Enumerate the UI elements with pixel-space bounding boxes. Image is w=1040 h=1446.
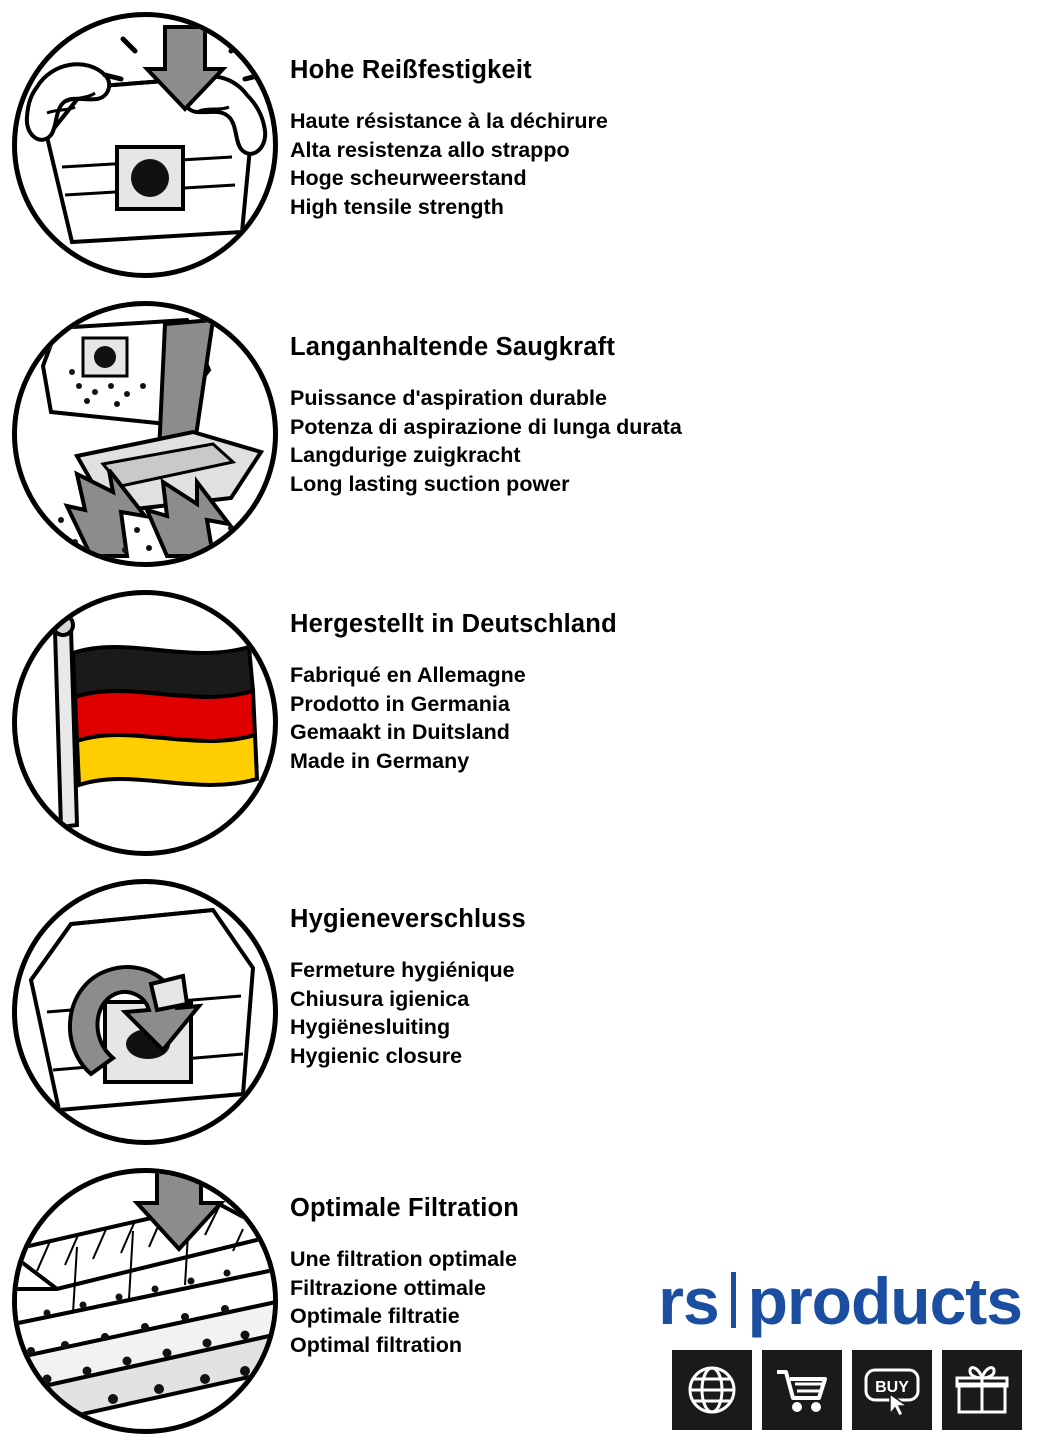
feature-subtitle: Potenza di aspirazione di lunga durata — [290, 414, 682, 439]
brand-divider — [731, 1272, 736, 1328]
feature-subtitle: Alta resistenza allo strappo — [290, 137, 570, 162]
feature-icon-wrap — [0, 578, 290, 867]
feature-text — [290, 1156, 519, 1359]
brand-name-second: products — [747, 1264, 1022, 1338]
feature-subtitle: Langdurige zuigkracht — [290, 443, 521, 468]
feature-row-suction-power — [0, 289, 1040, 578]
globe-icon[interactable] — [672, 1350, 752, 1430]
buy-button-icon[interactable] — [852, 1350, 932, 1430]
shopping-cart-icon[interactable] — [762, 1350, 842, 1430]
brand-name-first: rs — [658, 1264, 719, 1338]
feature-row-hygienic-closure — [0, 867, 1040, 1156]
feature-subtitles — [290, 384, 682, 498]
feature-icon-wrap — [0, 0, 290, 289]
feature-subtitle: Long lasting suction power — [290, 471, 570, 496]
feature-icon-wrap — [0, 1156, 290, 1445]
feature-subtitle: Gemaakt in Duitsland — [290, 720, 510, 745]
feature-subtitles — [290, 1245, 519, 1359]
feature-title: Optimale Filtration — [290, 1194, 520, 1222]
vacuum-nozzle-suction-icon — [12, 301, 278, 567]
feature-subtitle: Hygiënesluiting — [290, 1015, 451, 1040]
hands-tearing-bag-icon — [12, 12, 278, 278]
brand-icon-row — [632, 1350, 1022, 1430]
feature-subtitle: Prodotto in Germania — [290, 691, 510, 716]
feature-title: Hygieneverschluss — [290, 905, 526, 933]
feature-subtitle: Optimal filtration — [290, 1332, 462, 1357]
feature-title: Hergestellt in Deutschland — [290, 610, 617, 638]
feature-text — [290, 289, 682, 498]
feature-subtitle: Puissance d'aspiration durable — [290, 386, 607, 410]
feature-subtitle: Filtrazione ottimale — [290, 1275, 486, 1300]
feature-icon-wrap — [0, 289, 290, 578]
feature-subtitle: Chiusura igienica — [290, 986, 470, 1011]
feature-subtitle: Hoge scheurweerstand — [290, 166, 527, 191]
brand-block — [632, 1264, 1022, 1430]
feature-subtitle: High tensile strength — [290, 194, 504, 219]
feature-subtitle: Une filtration optimale — [290, 1247, 517, 1271]
feature-subtitle: Fabriqué en Allemagne — [290, 663, 526, 687]
feature-subtitles — [290, 107, 608, 221]
rotating-closure-flap-icon — [12, 879, 278, 1145]
feature-icon-wrap — [0, 867, 290, 1156]
feature-text — [290, 0, 608, 221]
feature-subtitles — [290, 956, 526, 1070]
feature-subtitle: Made in Germany — [290, 748, 470, 773]
feature-text — [290, 867, 526, 1070]
feature-row-tensile-strength — [0, 0, 1040, 289]
feature-title: Hohe Reißfestigkeit — [290, 56, 532, 84]
gift-box-icon[interactable] — [942, 1350, 1022, 1430]
feature-subtitle: Optimale filtratie — [290, 1304, 460, 1329]
feature-subtitle: Hygienic closure — [290, 1043, 463, 1068]
brand-logo — [632, 1264, 1022, 1338]
german-flag-icon — [12, 590, 278, 856]
feature-subtitles — [290, 661, 617, 775]
svg-text:BUY: BUY — [875, 1379, 909, 1396]
feature-text — [290, 578, 617, 775]
feature-row-made-in-germany — [0, 578, 1040, 867]
feature-subtitle: Fermeture hygiénique — [290, 958, 515, 982]
feature-title: Langanhaltende Saugkraft — [290, 333, 616, 361]
feature-subtitle: Haute résistance à la déchirure — [290, 109, 608, 133]
multi-layer-filter-icon — [12, 1168, 278, 1434]
